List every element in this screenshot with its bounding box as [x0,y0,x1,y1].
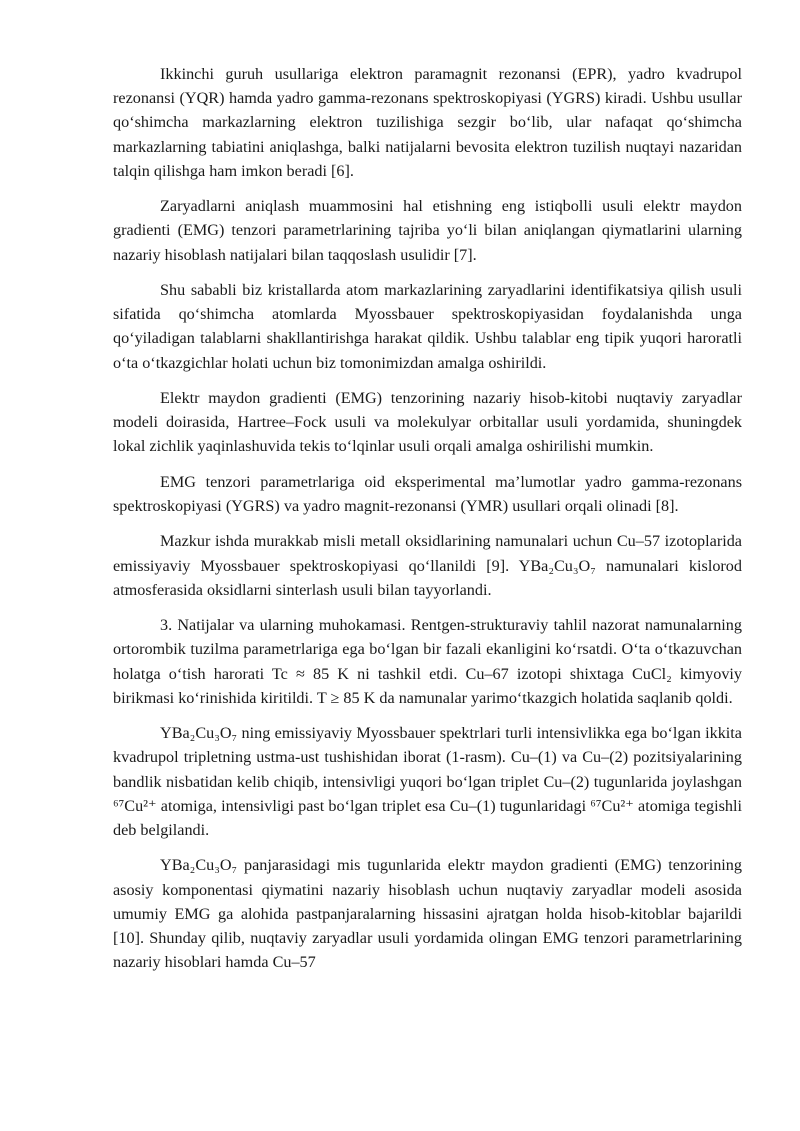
paragraph-charge-determination: Zaryadlarni aniqlash muammosini hal etishning eng istiqbolli usuli elektr maydon gradienti (EMG) tenzori parametrlarining tajriba yo‘li bilan aniqlangan qiymatlarini ularning nazariy hisoblash natijalari bilan taqqoslash usulidir [7]. [113,197,742,264]
paragraph-samples: Mazkur ishda murakkab misli metall oksidlarining namunalari uchun Cu–57 izotoplarida emissiyaviy Myossbauer spektroskopiyasi qo‘llanildi [9]. YBa₂Cu₃O₇ namunalari kislorod atmosferasida oksidlarni sinterlash usuli bilan tayyorlandi. [113,532,742,599]
paragraph-efg-lattice: YBa₂Cu₃O₇ panjarasidagi mis tugunlarida elektr maydon gradienti (EMG) tenzorining asosiy komponentasi qiymatini nazariy hisoblash uchun nuqtaviy zaryadlar modeli asosida umumiy EMG ga alohida pastpanjaralarning hissasini ajratgan holda hisob-kitoblar bajarildi [10]. Shunday qilib, nuqtaviy zaryadlar usuli yordamida olingan EMG tenzori parametrlarining nazariy hisoblari hamda Cu–57 [113,856,742,972]
document-page [113,62,742,986]
paragraph-efg-calculation: Elektr maydon gradienti (EMG) tenzorining nazariy hisob-kitobi nuqtaviy zaryadlar modeli doirasida, Hartree–Fock usuli va molekulyar orbitallar usuli yordamida, shuningdek lokal zichlik yaqinlashuvida tekis to‘lqinlar usuli orqali amalga oshirilishi mumkin. [113,389,742,456]
paragraph-spectra: YBa₂Cu₃O₇ ning emissiyaviy Myossbauer spektrlari turli intensivlikka ega bo‘lgan ikkita kvadrupol tripletning ustma-ust tushishidan iborat (1-rasm). Cu–(1) va Cu–(2) pozitsiyalarining bandlik nisbatidan kelib chiqib, intensivligi yuqori bo‘lgan triplet Cu–(2) tugunlarida joylashgan ⁶⁷Cu²⁺ atomiga, intensivligi past bo‘lgan triplet esa Cu–(1) tugunlaridagi ⁶⁷Cu²⁺ atomiga tegishli deb belgilandi. [113,724,742,839]
paragraph-results-discussion: 3. Natijalar va ularning muhokamasi. Rentgen-strukturaviy tahlil nazorat namunalarning ortorombik tuzilma parametrlariga ega bo‘lgan bir fazali ekanligini ko‘rsatdi. O‘ta o‘tkazuvchan holatga o‘tish harorati Tc ≈ 85 K ni tashkil etdi. Cu–67 izotopi shixtaga CuCl₂ kimyoviy birikmasi ko‘rinishida kiritildi. T ≥ 85 K da namunalar yarimo‘tkazgich holatida saqlanib qoldi. [113,616,742,707]
paragraph-experimental-data: EMG tenzori parametrlariga oid eksperimental ma’lumotlar yadro gamma-rezonans spektroskopiyasi (YGRS) va yadro magnit-rezonansi (YMR) usullari orqali olinadi [8]. [113,472,742,515]
paragraph-mossbauer-requirements: Shu sababli biz kristallarda atom markazlarining zaryadlarini identifikatsiya qilish usuli sifatida qo‘shimcha atomlarda Myossbauer spektroskopiyasidan foydalanishda unga qo‘yiladigan talablarni shakllantirishga harakat qildik. Ushbu talablar eng tipik yuqori haroratli o‘ta o‘tkazgichlar holati uchun biz tomonimizdan amalga oshirildi. [113,281,742,372]
paragraph-epr-methods: Ikkinchi guruh usullariga elektron paramagnit rezonansi (EPR), yadro kvadrupol rezonansi (YQR) hamda yadro gamma-rezonans spektroskopiyasi (YGRS) kiradi. Ushbu usullar qo‘shimcha markazlarning elektron tuzilishiga sezgir bo‘lib, ular nafaqat qo‘shimcha markazlarning tabiatini aniqlashga, balki natijalarni bevosita elektron tuzilish nuqtayi nazaridan talqin qilishga ham imkon beradi [6]. [113,65,742,180]
